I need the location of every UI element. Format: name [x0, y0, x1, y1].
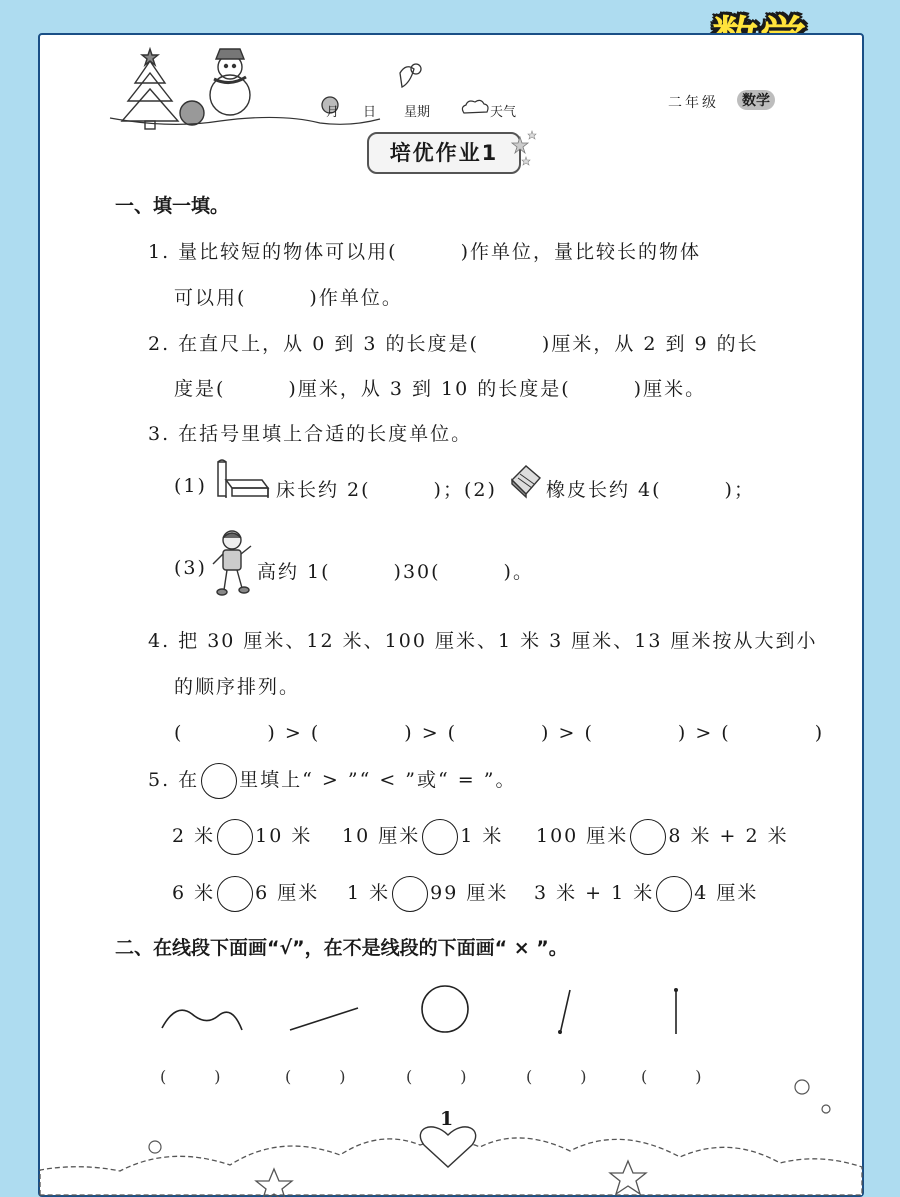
compare-answer-circle[interactable]: [630, 819, 666, 855]
q5-suffix: 里填上“ > ”“ < ”或“ = ”。: [239, 769, 517, 791]
q2-line1: 2. 在直尺上，从 0 到 3 的长度是( )厘米，从 2 到 9 的长: [148, 333, 759, 355]
compare-left: 100 厘米: [536, 825, 629, 847]
segment-figures: [140, 980, 840, 1060]
compare-answer-circle[interactable]: [392, 876, 428, 912]
q4-answer-row: ( ) > ( ) > ( ) > ( ) > ( ): [174, 722, 825, 744]
compare-item: [536, 819, 789, 855]
q3-b-text: 橡皮长约 4( )；: [546, 479, 755, 501]
compare-right: 99 厘米: [430, 882, 509, 904]
page-number: 1: [440, 1108, 454, 1130]
answer-paren-4[interactable]: ( ): [526, 1067, 587, 1086]
compare-item: [342, 819, 503, 855]
q5-prefix: 5. 在: [148, 769, 200, 791]
bed-icon: [214, 458, 272, 500]
compare-left: 6 米: [172, 882, 216, 904]
worksheet-page: [38, 33, 864, 1197]
compare-left: 2 米: [172, 825, 216, 847]
snowman-icon: [180, 49, 250, 125]
compare-right: 4 厘米: [694, 882, 759, 904]
compare-answer-circle[interactable]: [422, 819, 458, 855]
compare-right: 10 米: [255, 825, 313, 847]
q3-a-label: (1): [174, 475, 207, 497]
q3-line: 3. 在括号里填上合适的长度单位。: [148, 423, 473, 445]
star-icon: [506, 129, 546, 169]
worksheet-title: 培优作业1: [367, 132, 521, 174]
bubble-icon: [149, 1141, 161, 1153]
compare-answer-circle[interactable]: [656, 876, 692, 912]
q4-line2: 的顺序排列。: [174, 676, 301, 698]
compare-item: [172, 819, 312, 855]
compare-right: 6 厘米: [255, 882, 320, 904]
compare-item: [347, 876, 508, 912]
bubble-icon: [795, 1080, 809, 1094]
christmas-tree-icon: [122, 49, 178, 129]
eraser-icon: [508, 462, 544, 498]
q3-c-label: (3): [174, 557, 207, 579]
footer-decoration: [40, 1075, 862, 1195]
circle-figure: [422, 986, 468, 1032]
answer-paren-1[interactable]: ( ): [160, 1067, 221, 1086]
q1-line2: 可以用( )作单位。: [174, 287, 403, 309]
cloud-weather-icon: [460, 99, 490, 117]
bubble-icon: [822, 1105, 830, 1113]
compare-left: 10 厘米: [342, 825, 421, 847]
q1-line1: 1. 量比较短的物体可以用( )作单位，量比较长的物体: [148, 241, 701, 263]
day-label: 日: [363, 105, 377, 120]
ray-figure: [558, 990, 570, 1034]
q4-line1: 4. 把 30 厘米、12 米、100 厘米、1 米 3 厘米、13 厘米按从大到小: [148, 630, 818, 652]
wavy-curve-figure: [162, 1010, 242, 1030]
compare-right: 8 米 + 2 米: [668, 825, 789, 847]
q5-line: [148, 763, 516, 799]
line-segment-figure: [290, 1008, 358, 1030]
q2-line2: 度是( )厘米，从 3 到 10 的长度是( )厘米。: [174, 378, 707, 400]
subject-badge-wrap: [737, 90, 775, 110]
answer-paren-3[interactable]: ( ): [406, 1067, 467, 1086]
weather-label: 天气: [490, 105, 517, 120]
compare-answer-circle[interactable]: [217, 876, 253, 912]
header-decoration: [110, 43, 530, 133]
compare-right: 1 米: [460, 825, 504, 847]
answer-paren-2[interactable]: ( ): [285, 1067, 346, 1086]
boy-icon: [210, 528, 256, 598]
weekday-label: 星期: [404, 105, 431, 120]
section2-heading: 二、在线段下面画“√”，在不是线段的下面画“ × ”。: [115, 937, 568, 959]
vertical-segment-figure: [674, 988, 678, 1034]
q3-a-text: 床长约 2( )；(2): [276, 479, 497, 501]
compare-item: [172, 876, 319, 912]
q5-example-circle: [201, 763, 237, 799]
q3-c-text: 高约 1( )30( )。: [257, 561, 534, 583]
compare-left: 3 米 + 1 米: [534, 882, 655, 904]
month-label: 月: [326, 105, 340, 120]
grade-label: 二年级: [668, 95, 719, 111]
compare-item: [534, 876, 758, 912]
compare-left: 1 米: [347, 882, 391, 904]
answer-paren-5[interactable]: ( ): [641, 1067, 702, 1086]
section1-heading: 一、填一填。: [115, 195, 230, 217]
subject-badge: 数学: [737, 90, 775, 110]
compare-answer-circle[interactable]: [217, 819, 253, 855]
